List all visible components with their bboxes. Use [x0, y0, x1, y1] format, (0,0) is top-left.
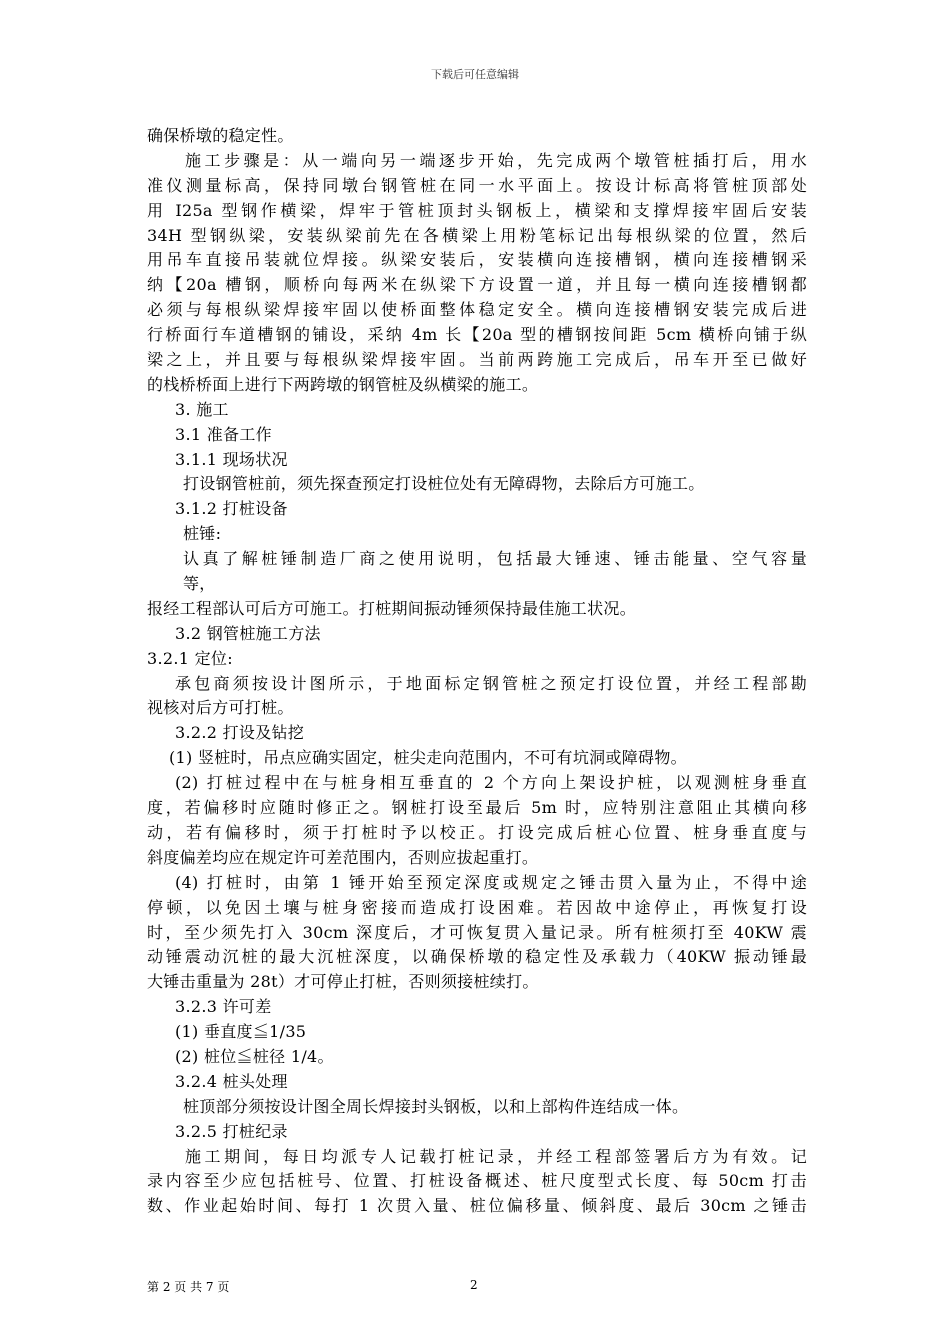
text-line: 桩锤: — [183, 524, 222, 544]
text-line: 3.1.1 现场状况 — [175, 449, 288, 469]
text-line: 时，至少须先打入 30cm 深度后，才可恢复贯入量记录。所有桩须打至 40KW 震 — [147, 922, 807, 942]
text-line: 用 I25a 型钢作横梁，焊牢于管桩顶封头钢板上，横梁和支撑焊接牢固后安装 — [147, 200, 807, 220]
document-body — [147, 124, 807, 1219]
footer-page-number: 2 — [470, 1278, 478, 1292]
text-line: 承包商须按设计图所示，于地面标定钢管桩之预定打设位置，并经工程部勘 — [175, 673, 807, 693]
text-line: (4) 打桩时，由第 1 锤开始至预定深度或规定之锤击贯入量为止，不得中途 — [175, 872, 807, 892]
text-line: 等， — [183, 574, 216, 594]
text-line: 3. 施工 — [175, 399, 229, 419]
text-line: 纳【20a 槽钢，顺桥向每两米在纵梁下方设置一道，并且每一横向连接槽钢都 — [147, 275, 807, 295]
text-line: 打设钢管桩前，须先探查预定打设桩位处有无障碍物，去除后方可施工。 — [183, 474, 705, 494]
text-line: 桩顶部分须按设计图全周长焊接封头钢板，以和上部构件连结成一体。 — [183, 1096, 689, 1116]
text-line: 梁之上，并且要与每根纵梁焊接牢固。当前两跨施工完成后，吊车开至已做好 — [147, 350, 807, 370]
text-line: 动，若有偏移时，须于打桩时予以校正。打设完成后桩心位置、桩身垂直度与 — [147, 822, 807, 842]
text-line: 斜度偏差均应在规定许可差范围内，否则应拔起重打。 — [147, 847, 539, 867]
text-line: 34H 型钢纵梁，安装纵梁前先在各横梁上用粉笔标记出每根纵梁的位置，然后 — [147, 225, 807, 245]
text-line: 录内容至少应包括桩号、位置、打桩设备概述、桩尺度型式长度、每 50cm 打击 — [147, 1171, 807, 1191]
text-line: 3.1.2 打桩设备 — [175, 499, 288, 519]
text-line: 用吊车直接吊装就位焊接。纵梁安装后，安装横向连接槽钢，横向连接槽钢采 — [147, 250, 807, 270]
text-line: 动锤震动沉桩的最大沉桩深度，以确保桥墩的稳定性及承载力（40KW 振动锤最 — [147, 947, 807, 967]
text-line: 视核对后方可打桩。 — [147, 698, 294, 718]
page-header: 下载后可任意编辑 — [431, 68, 519, 81]
text-line: 3.2 钢管桩施工方法 — [175, 623, 321, 643]
footer-page-info: 第 2 页 共 7 页 — [147, 1280, 230, 1294]
text-line: 施工期间，每日均派专人记载打桩记录，并经工程部签署后方为有效。记 — [185, 1146, 807, 1166]
text-line: (1) 竖桩时，吊点应确实固定，桩尖走向范围内，不可有坑洞或障碍物。 — [169, 748, 687, 768]
text-line: (2) 桩位≦桩径 1/4。 — [175, 1046, 334, 1066]
text-line: 度，若偏移时应随时修正之。钢桩打设至最后 5m 时，应特别注意阻止其横向移 — [147, 798, 807, 818]
text-line: 必须与每根纵梁焊接牢固以使桥面整体稳定安全。横向连接槽钢安装完成后进 — [147, 300, 807, 320]
text-line: 报经工程部认可后方可施工。打桩期间振动锤须保持最佳施工状况。 — [147, 598, 637, 618]
text-line: 行桥面行车道槽钢的铺设，采纳 4m 长【20a 型的槽钢按间距 5cm 横桥向铺于纵 — [147, 325, 807, 345]
text-line: 3.1 准备工作 — [175, 424, 272, 444]
text-line: 的栈桥桥面上进行下两跨墩的钢管桩及纵横梁的施工。 — [147, 374, 539, 394]
text-line: (1) 垂直度≦1/35 — [175, 1022, 307, 1042]
text-line: 数、作业起始时间、每打 1 次贯入量、桩位偏移量、倾斜度、最后 30cm 之锤击 — [147, 1196, 807, 1216]
text-line: 3.2.1 定位: — [147, 648, 233, 668]
text-line: 施工步骤是：从一端向另一端逐步开始，先完成两个墩管桩插打后，用水 — [185, 150, 807, 170]
text-line: 3.2.4 桩头处理 — [175, 1071, 288, 1091]
text-line: 3.2.5 打桩纪录 — [175, 1121, 288, 1141]
text-line: 认真了解桩锤制造厂商之使用说明，包括最大锤速、锤击能量、空气容量 — [183, 549, 807, 569]
text-line: (2) 打桩过程中在与桩身相互垂直的 2 个方向上架设护桩，以观测桩身垂直 — [175, 773, 807, 793]
text-line: 3.2.2 打设及钻挖 — [175, 723, 305, 743]
text-line: 停顿，以免因土壤与桩身密接而造成打设困难。若因故中途停止，再恢复打设 — [147, 897, 807, 917]
text-line: 3.2.3 许可差 — [175, 997, 272, 1017]
text-line: 准仪测量标高，保持同墩台钢管桩在同一水平面上。按设计标高将管桩顶部处 — [147, 175, 807, 195]
text-line: 确保桥墩的稳定性。 — [147, 126, 294, 145]
text-line: 大锤击重量为 28t）才可停止打桩，否则须接桩续打。 — [147, 972, 539, 992]
